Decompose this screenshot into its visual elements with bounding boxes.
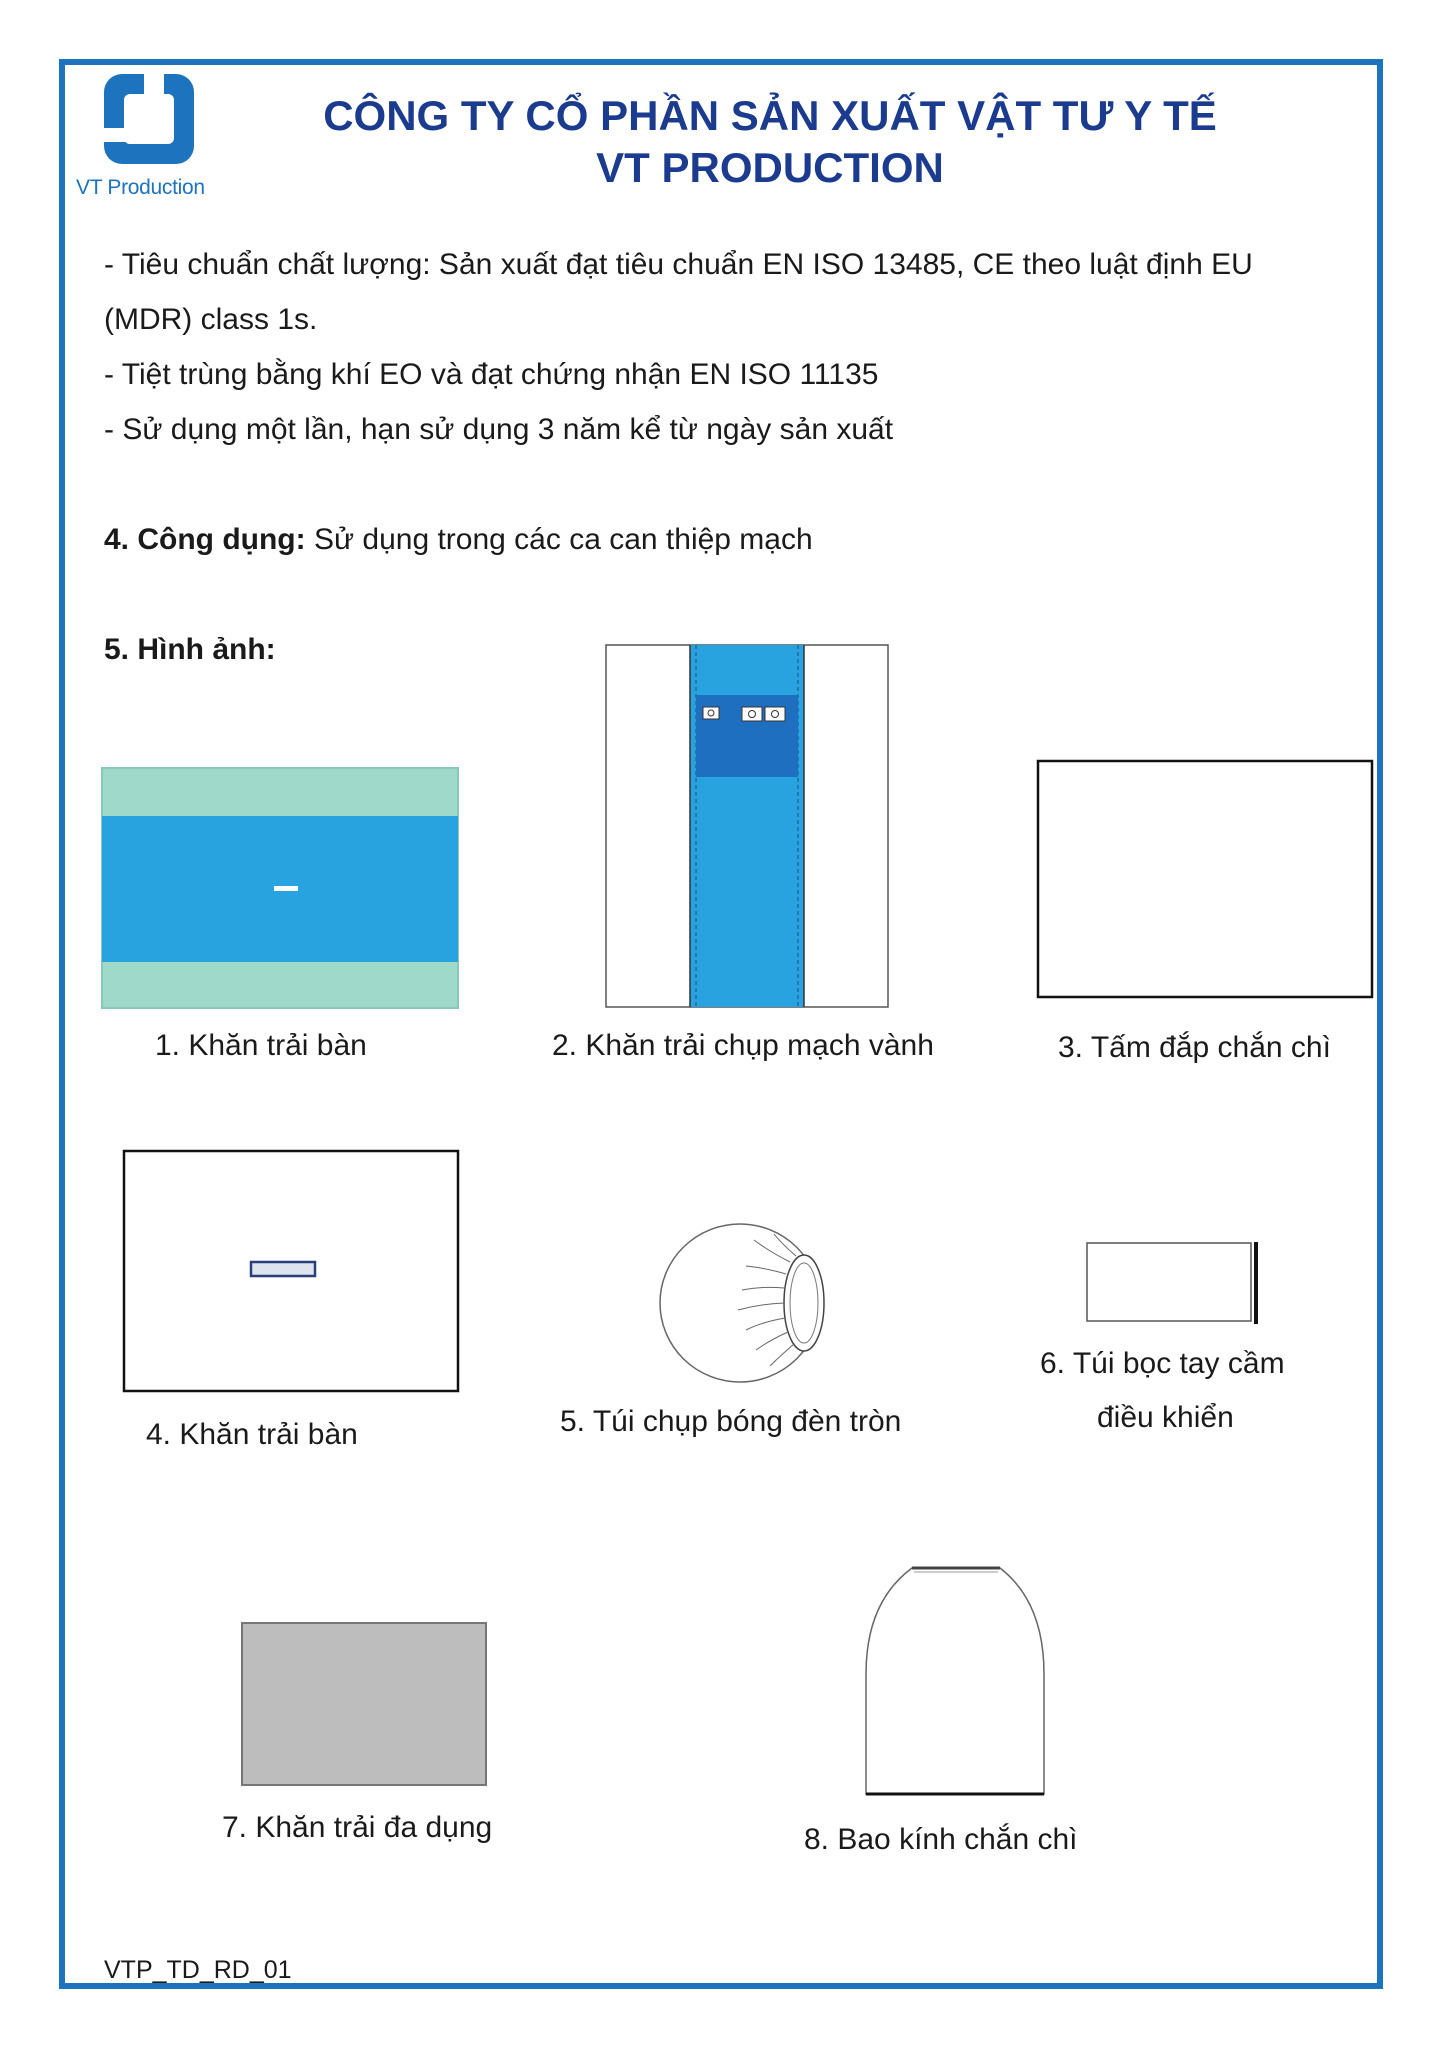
section-4 [104,520,813,560]
section-5-label: 5. Hình ảnh: [104,633,276,666]
section-4-text: Sử dụng trong các ca can thiệp mạch [305,523,813,556]
caption-5: 5. Túi chụp bóng đèn tròn [560,1405,902,1438]
section-4-label: 4. Công dụng: [104,523,306,556]
standards-text: - Tiêu chuẩn chất lượng: Sản xuất đạt tiêu chuẩn EN ISO 13485, CE theo luật định EU [104,248,1253,281]
standards-text-cont: (MDR) class 1s. [104,303,318,336]
handle-cover-illustration [1086,1242,1262,1326]
coronary-drape-illustration [606,645,888,1007]
caption-1: 1. Khăn trải bàn [155,1029,367,1062]
caption-3: 3. Tấm đắp chắn chì [1058,1031,1331,1064]
caption-2: 2. Khăn trải chụp mạch vành [552,1029,934,1062]
sterilization-text: - Tiệt trùng bằng khí EO và đạt chứng nhận EN ISO 11135 [104,358,879,391]
company-name: CÔNG TY CỔ PHẦN SẢN XUẤT VẬT TƯ Y TẾ [323,92,1217,139]
caption-4: 4. Khăn trải bàn [146,1418,358,1451]
multipurpose-drape-illustration [241,1622,487,1786]
round-lamp-cover-illustration [658,1222,830,1384]
logo-text: VT Production [76,176,205,199]
caption-8: 8. Bao kính chắn chì [804,1823,1078,1856]
company-subtitle: VT PRODUCTION [596,144,944,191]
caption-7: 7. Khăn trải đa dụng [222,1811,493,1844]
lead-shield-cover-illustration [1037,760,1373,998]
table-drape-4-illustration [123,1150,459,1392]
table-drape-1-illustration [102,768,458,1008]
caption-6-line-2: điều khiển [1097,1401,1234,1434]
caption-6-line-1: 6. Túi bọc tay cầm [1040,1347,1285,1380]
lead-glass-cover-illustration [864,1562,1046,1798]
usage-life-text: - Sử dụng một lần, hạn sử dụng 3 năm kể từ ngày sản xuất [104,413,894,446]
document-code: VTP_TD_RD_01 [104,1956,292,1984]
